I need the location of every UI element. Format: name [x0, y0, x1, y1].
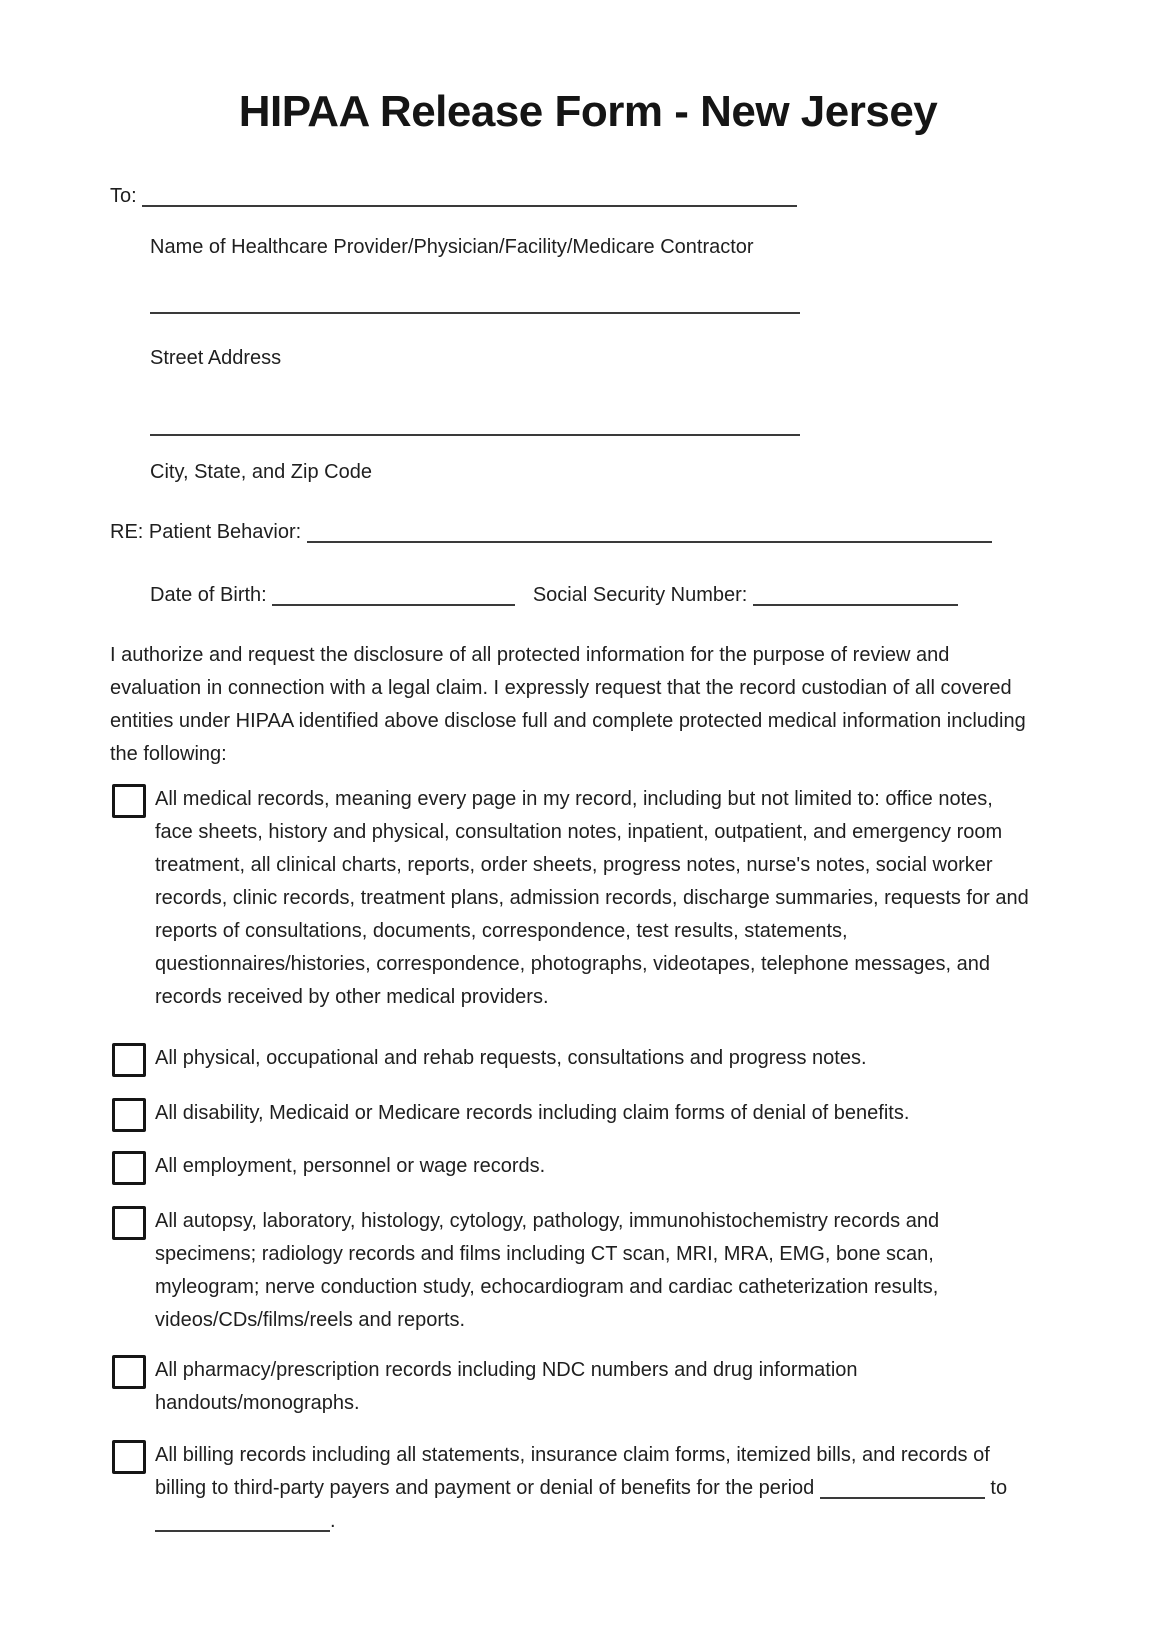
- lab-radiology-checkbox[interactable]: [112, 1206, 146, 1240]
- billing-period-start-input-line[interactable]: [820, 1489, 985, 1499]
- employment-records-checkbox[interactable]: [112, 1151, 146, 1185]
- checklist-item-label: All pharmacy/prescription records including NDC numbers and drug information handouts/monographs.: [155, 1359, 858, 1414]
- checklist-item-label: All autopsy, laboratory, histology, cytology, pathology, immunohistochemistry records and specimens; radiology records and films including CT scan, MRI, MRA, EMG, bone scan, myleogram; nerve conduction study, echocardiogram and cardiac catheterization results, videos/CDs/films/reels and reports.: [155, 1210, 940, 1331]
- dob-ssn-row: [150, 579, 1033, 612]
- checklist-item-employment-records: [110, 1150, 1033, 1185]
- to-label: To:: [110, 185, 137, 207]
- pharmacy-records-checkbox[interactable]: [112, 1355, 146, 1389]
- checklist-item-label: All disability, Medicaid or Medicare records including claim forms of denial of benefits.: [155, 1102, 910, 1124]
- street-address-caption: Street Address: [150, 347, 282, 369]
- billing-period-suffix: .: [330, 1510, 336, 1532]
- checklist-item-billing-records: [110, 1439, 1033, 1538]
- checklist-item-medical-records: [110, 783, 1033, 1014]
- city-state-zip-input-line[interactable]: [150, 426, 800, 436]
- checklist-item-physical-rehab: [110, 1042, 1033, 1077]
- checklist-item-billing-text: [155, 1439, 1033, 1538]
- physical-rehab-checkbox[interactable]: [112, 1043, 146, 1077]
- billing-period-connector: to: [990, 1477, 1008, 1499]
- patient-behavior-label: RE: Patient Behavior:: [110, 521, 302, 543]
- ssn-input-line[interactable]: [753, 596, 958, 606]
- checklist-item-lab-radiology-records: [110, 1205, 1033, 1337]
- dob-label: Date of Birth:: [150, 584, 267, 606]
- page-title: HIPAA Release Form - New Jersey: [238, 87, 938, 136]
- medical-records-checkbox[interactable]: [112, 784, 146, 818]
- ssn-label: Social Security Number:: [532, 584, 748, 606]
- checklist-item-label: All medical records, meaning every page in my record, including but not limited to: office notes, face sheets, history and physical, consultation notes, inpatient, outpatient, and emergency room treatment, all clinical charts, reports, order sheets, progress notes, nurse's notes, social worker records, clinic records, treatment plans, admission records, discharge summaries, requests for and reports of consultations, documents, correspondence, test results, statements, questionnaires/histories, correspondence, photographs, videotapes, telephone messages, and records received by other medical providers.: [155, 788, 1029, 1008]
- provider-name-caption: Name of Healthcare Provider/Physician/Facility/Medicare Contractor: [150, 236, 754, 258]
- checklist-item-disability-records: [110, 1097, 1033, 1132]
- checklist-item-label: All employment, personnel or wage records.: [155, 1155, 546, 1177]
- authorization-paragraph: I authorize and request the disclosure of all protected information for the purpose of review and evaluation in connection with a legal claim. I expressly request that the record custodian of all covered entities under HIPAA identified above disclose full and complete protected medical information including the following:: [110, 644, 1026, 765]
- street-address-row: [150, 287, 1033, 320]
- disability-records-checkbox[interactable]: [112, 1098, 146, 1132]
- billing-records-checkbox[interactable]: [112, 1440, 146, 1474]
- billing-period-end-input-line[interactable]: [155, 1522, 330, 1532]
- checklist-item-pharmacy-records: [110, 1354, 1033, 1420]
- city-state-zip-row: [150, 409, 1033, 442]
- dob-input-line[interactable]: [272, 596, 515, 606]
- provider-name-input-line[interactable]: [142, 197, 797, 207]
- checklist-item-label: All billing records including all statements, insurance claim forms, itemized bills, and records of billing to third-party payers and payment or denial of benefits for the period: [155, 1444, 990, 1499]
- street-address-input-line[interactable]: [150, 304, 800, 314]
- patient-behavior-row: [110, 516, 1033, 549]
- patient-behavior-input-line[interactable]: [307, 533, 992, 543]
- city-state-zip-caption: City, State, and Zip Code: [150, 461, 372, 483]
- checklist-item-label: All physical, occupational and rehab requests, consultations and progress notes.: [155, 1047, 867, 1069]
- to-row: [110, 180, 1033, 213]
